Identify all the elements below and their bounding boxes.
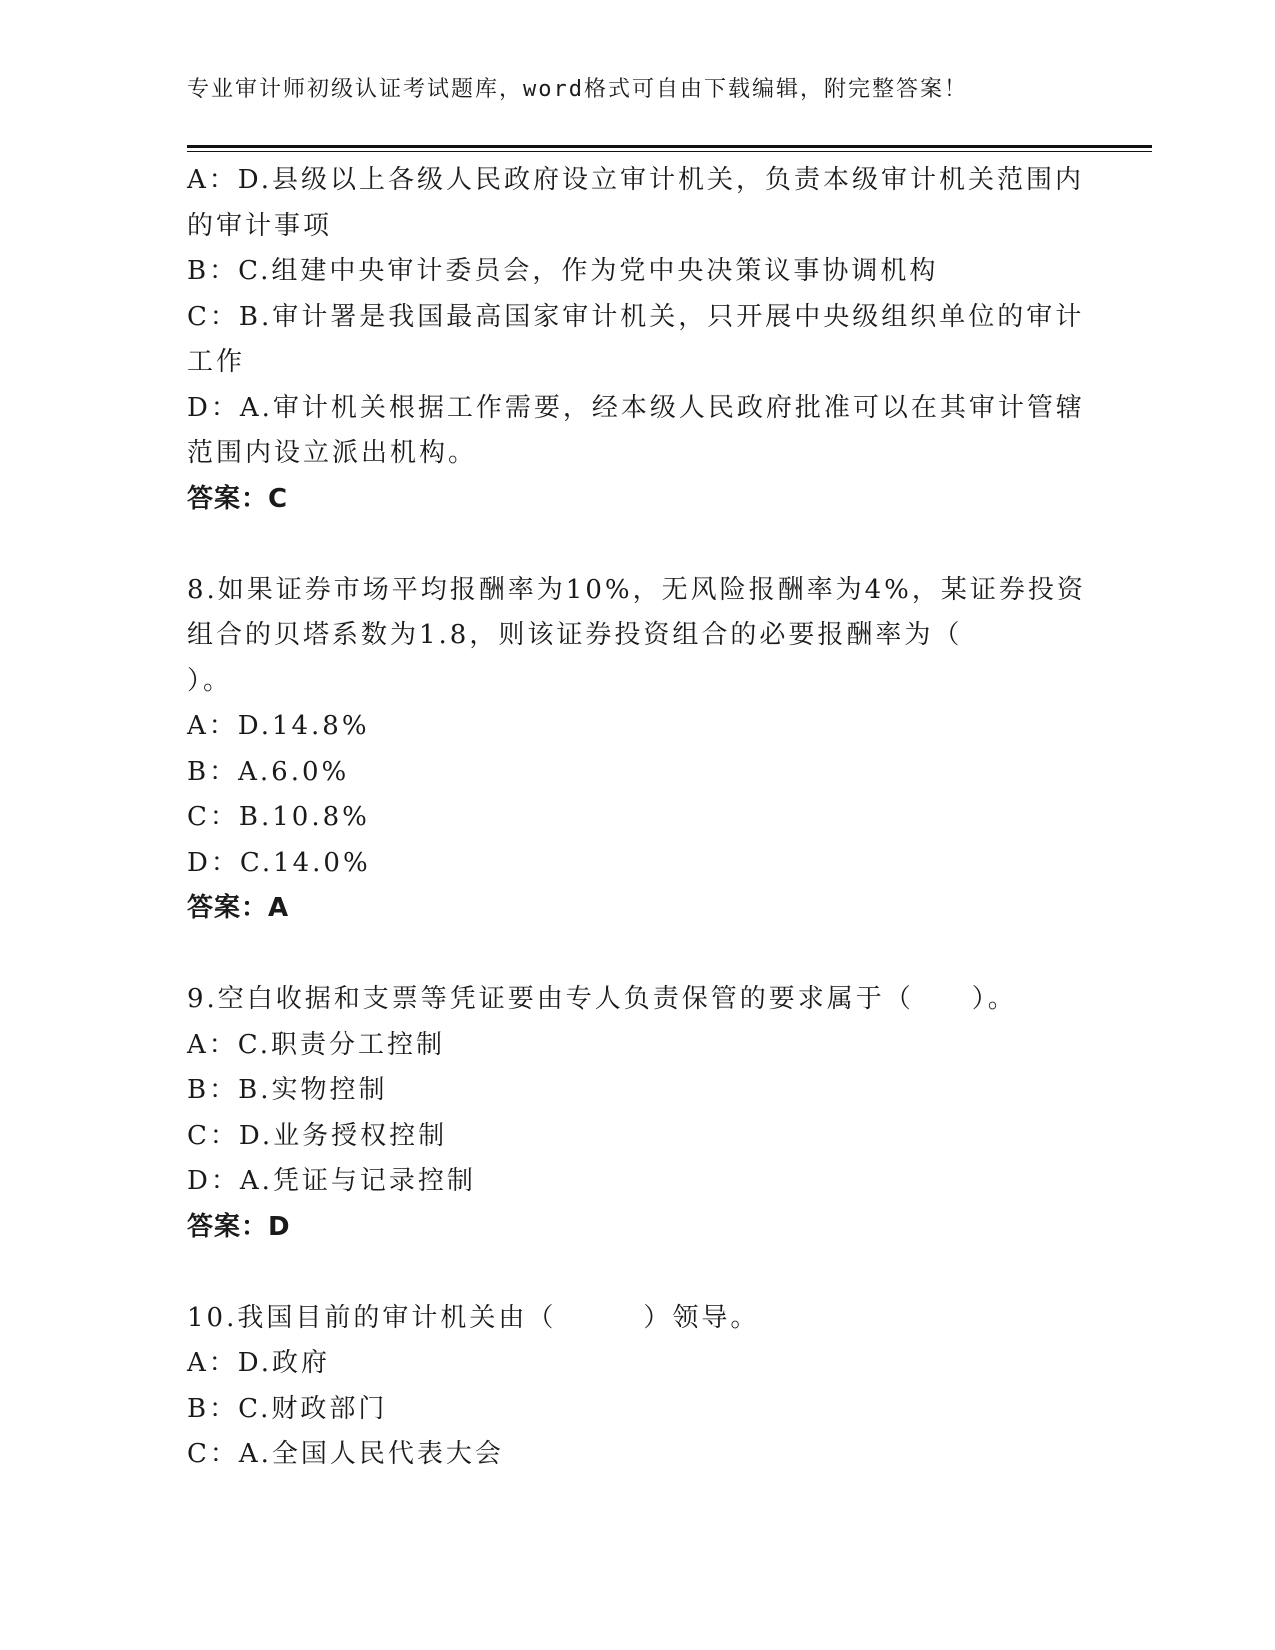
answer: 答案：A: [187, 893, 290, 923]
option-a: A：C.职责分工控制: [187, 1029, 446, 1060]
question-stem: 9.空白收据和支票等凭证要由专人负责保管的要求属于（ ）。: [187, 984, 1017, 1014]
option-b: B：B.实物控制: [187, 1075, 388, 1105]
option-a: A：D.政府: [187, 1348, 330, 1378]
question-stem-line-2: 组合的贝塔系数为1.8，则该证券投资组合的必要报酬率为（: [187, 620, 963, 650]
spacer: [187, 522, 1077, 568]
option-a-line-2: 的审计事项: [187, 210, 333, 241]
option-b: B：C.财政部门: [187, 1393, 388, 1424]
option-c-line-2: 工作: [187, 347, 246, 377]
question-content: [187, 158, 1086, 1478]
option-d-line-1: D：A.审计机关根据工作需要，经本级人民政府批准可以在其审计管辖: [187, 392, 1085, 423]
option-a-line-1: A：D.县级以上各级人民政府设立审计机关，负责本级审计机关范围内: [187, 165, 1084, 195]
question-stem-line-1: 8.如果证券市场平均报酬率为10%，无风险报酬率为4%，某证券投资: [187, 574, 1086, 605]
spacer: [187, 932, 1077, 978]
option-c-line-1: C：B.审计署是我国最高国家审计机关，只开展中央级组织单位的审计: [187, 301, 1085, 332]
question-stem-line-3: ）。: [187, 665, 233, 696]
option-b: B：A.6.0%: [187, 756, 350, 787]
option-b: B：C.组建中央审计委员会，作为党中央决策议事协调机构: [187, 256, 939, 286]
question-stem: 10.我国目前的审计机关由（ ）领导。: [187, 1302, 760, 1333]
option-c: C：A.全国人民代表大会: [187, 1439, 504, 1469]
header-rule-thick: [187, 145, 1152, 148]
option-c: C：D.业务授权控制: [187, 1120, 448, 1151]
header-rule-thin: [187, 151, 1152, 152]
question-8: [187, 568, 1086, 932]
answer: 答案：D: [187, 1211, 291, 1242]
spacer: [187, 1250, 1077, 1296]
answer: 答案：C: [187, 483, 289, 514]
page-header: 专业审计师初级认证考试题库，word格式可自由下载编辑，附完整答案！: [187, 77, 968, 102]
option-d-line-2: 范围内设立派出机构。: [187, 438, 478, 468]
question-10: [187, 1296, 1077, 1478]
option-d: D：A.凭证与记录控制: [187, 1166, 476, 1196]
option-a: A：D.14.8%: [187, 711, 370, 741]
option-c: C：B.10.8%: [187, 802, 370, 832]
question-7: [187, 158, 1085, 522]
option-d: D：C.14.0%: [187, 847, 371, 878]
question-9: [187, 977, 1077, 1250]
